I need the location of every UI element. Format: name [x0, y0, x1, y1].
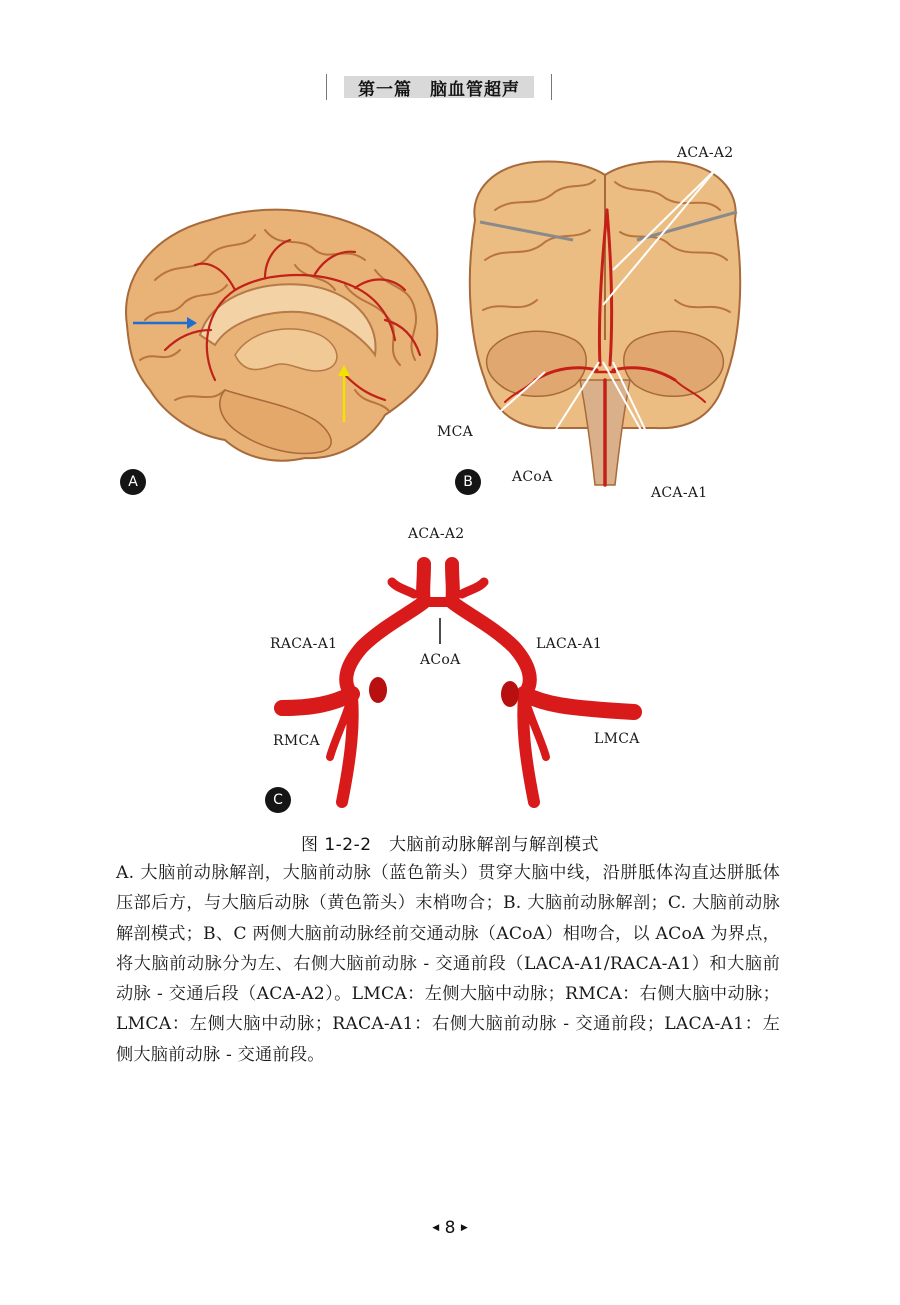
left-temporal-lobe — [487, 331, 587, 396]
right-mca-stump — [369, 677, 387, 703]
right-triangle-icon: ▶ — [460, 1223, 468, 1233]
label-aca-a1: ACA-A1 — [651, 485, 708, 501]
header-divider-right — [551, 74, 552, 100]
label-mca: MCA — [437, 424, 474, 440]
label-raca-a1: RACA-A1 — [270, 636, 338, 652]
panel-badge-c: C — [265, 787, 291, 813]
figure-panel-c — [262, 522, 652, 818]
label-rmca: RMCA — [273, 733, 320, 749]
label-lmca: LMCA — [594, 731, 640, 747]
header-divider-left — [326, 74, 327, 100]
sagittal-brain-illustration — [115, 190, 445, 500]
label-acoa: ACoA — [512, 469, 553, 485]
figure-caption-body: A. 大脑前动脉解剖，大脑前动脉（蓝色箭头）贯穿大脑中线，沿胼胝体沟直达胼胝体压部后方，与大脑后动脉（黄色箭头）末梢吻合；B. 大脑前动脉解剖；C. 大脑前动脉解剖模式；B、C 两侧大脑前动脉经前交通动脉（ACoA）相吻合，以 ACoA 为界点，将大脑前动脉分为左、右侧大脑前动脉 - 交通前段（LACA-A1/RACA-A1）和大脑前动脉 - 交通后段（ACA-A2）。LMCA：左侧大脑中动脉；RMCA：右侧大脑中动脉；LMCA：左侧大脑中动脉；RACA-A1：右侧大脑前动脉 - 交通前段；LACA-A1：左侧大脑前动脉 - 交通前段。 — [116, 863, 780, 1065]
right-temporal-lobe — [624, 331, 724, 396]
running-header — [326, 74, 552, 100]
left-triangle-icon: ◀ — [432, 1223, 440, 1233]
label-laca-a1: LACA-A1 — [536, 636, 603, 652]
aca-schematic — [262, 522, 652, 818]
label-aca-a2: ACA-A2 — [408, 526, 465, 542]
schematic-vessels — [282, 564, 634, 802]
basal-brain-illustration — [455, 140, 755, 510]
panel-badge-b: B — [455, 469, 481, 495]
header-title: 第一篇 脑血管超声 — [344, 76, 534, 98]
figure-panel-a — [115, 190, 445, 500]
label-aca-a2: ACA-A2 — [677, 145, 734, 161]
page-number-value: 8 — [444, 1218, 456, 1238]
page-number — [0, 1218, 900, 1238]
figure-caption-title: 图 1-2-2 大脑前动脉解剖与解剖模式 — [300, 835, 600, 855]
left-mca-stump — [501, 681, 519, 707]
figure-panel-b — [437, 140, 755, 510]
label-acoa: ACoA — [420, 652, 461, 668]
panel-badge-a: A — [120, 469, 146, 495]
